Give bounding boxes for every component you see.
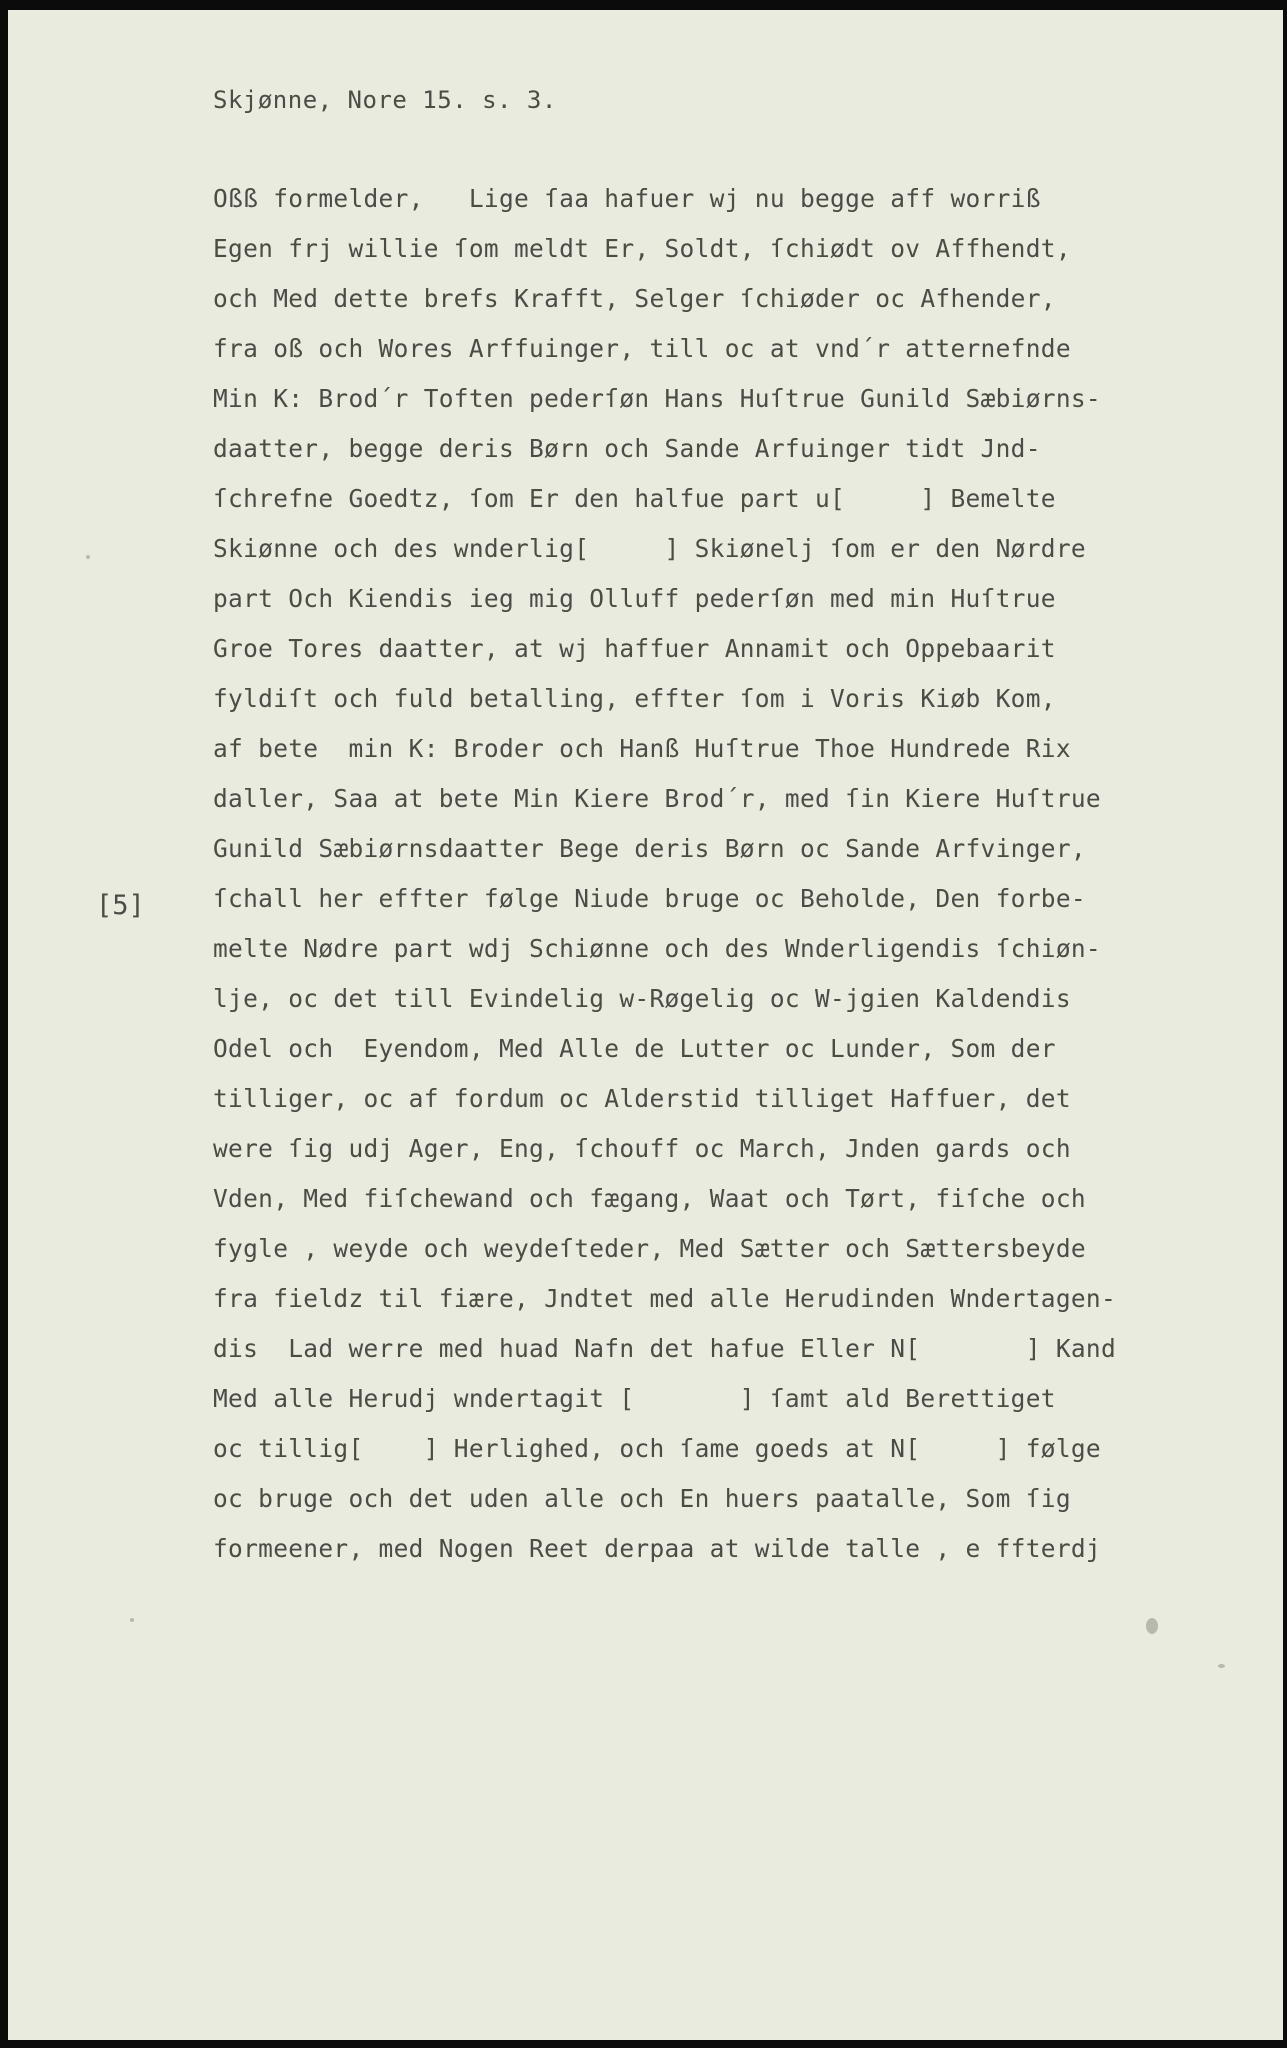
text-line: fygle , weyde och weydeſteder, Med Sætter och Sættersbeyde [213,1234,1086,1263]
text-line: Egen frj willie ſom meldt Er, Soldt, ſchiødt ov Affhendt, [213,234,1071,263]
text-line: Odel och Eyendom, Med Alle de Lutter oc Lunder, Som der [213,1034,1056,1063]
text-line: af bete min K: Broder och Hanß Huſtrue Thoe Hundrede Rix [213,734,1071,763]
text-line: fra fieldz til fiære, Jndtet med alle Herudinden Wndertagen- [213,1284,1117,1313]
text-line: Groe Tores daatter, at wj haffuer Annamit och Oppebaarit [213,634,1056,663]
text-line: ſchall her effter følge Niude bruge oc Beholde, Den forbe- [213,884,1086,913]
paper-speck [86,555,90,559]
text-line: Vden, Med fiſchewand och fægang, Waat och Tørt, fiſche och [213,1184,1086,1213]
text-line: lje, oc det till Evindelig w-Røgelig oc W-jgien Kaldendis [213,984,1071,1013]
text-line: part Och Kiendis ieg mig Olluff pederſøn med min Huſtrue [213,584,1056,613]
paper-speck [130,1618,134,1622]
text-line: Med alle Herudj wndertagit [ ] ſamt ald Berettiget [213,1384,1056,1413]
text-line: daller, Saa at bete Min Kiere Brod´r, med ſin Kiere Huſtrue [213,784,1101,813]
text-line: formeener, med Nogen Reet derpaa at wilde talle , e ffterdj [213,1534,1101,1563]
text-line: Skiønne och des wnderlig[ ] Skiønelj ſom er den Nørdre [213,534,1086,563]
text-line: fyldiſt och fuld betalling, effter ſom i Voris Kiøb Kom, [213,684,1056,713]
text-line: Gunild Sæbiørnsdaatter Bege deris Børn oc Sande Arfvinger, [213,834,1086,863]
text-line: tilliger, oc af fordum oc Alderstid tilliget Haffuer, det [213,1084,1071,1113]
text-line: fra oß och Wores Arffuinger, till oc at vnd´r atternefnde [213,334,1071,363]
text-line: Oßß formelder, Lige ſaa hafuer wj nu begge aff worriß [213,184,1041,213]
document-page [8,10,1283,2040]
page-heading: Skjønne, Nore 15. s. 3. [213,86,557,114]
text-line: daatter, begge deris Børn och Sande Arfuinger tidt Jnd- [213,434,1041,463]
text-line: oc tillig[ ] Herlighed, och ſame goeds at N[ ] følge [213,1434,1101,1463]
paper-speck [1146,1618,1158,1634]
text-line: dis Lad werre med huad Nafn det hafue Eller N[ ] Kand [213,1334,1117,1363]
text-line: och Med dette brefs Krafft, Selger ſchiøder oc Afhender, [213,284,1056,313]
margin-note: [5] [96,890,145,921]
text-line: ſchrefne Goedtz, ſom Er den halfue part u[ ] Bemelte [213,484,1056,513]
text-line: Min K: Brod´r Toften pederſøn Hans Huſtrue Gunild Sæbiørns- [213,384,1101,413]
text-line: oc bruge och det uden alle och En huers paatalle, Som ſig [213,1484,1071,1513]
text-line: were ſig udj Ager, Eng, ſchouff oc March, Jnden gards och [213,1134,1071,1163]
text-line: melte Nødre part wdj Schiønne och des Wnderligendis ſchiøn- [213,934,1101,963]
paper-speck [1218,1664,1225,1668]
